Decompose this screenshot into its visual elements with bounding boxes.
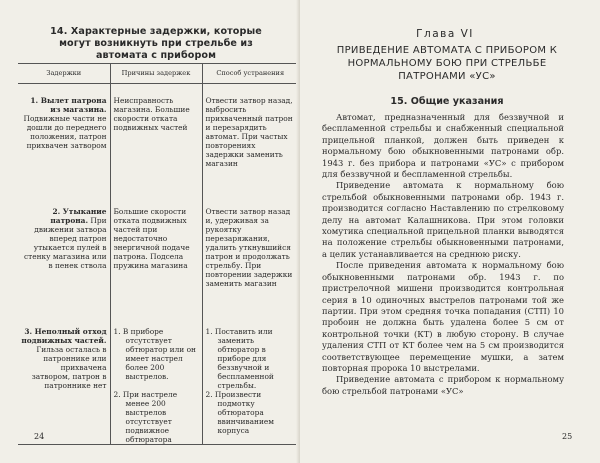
remedy-cell	[202, 84, 298, 204]
remedy-text: Отвести затвор назад, выбросить прихваченный патрон и перезарядить автомат. При частых повторениях задержки заменить магазин	[205, 96, 293, 168]
cause-cell	[110, 318, 202, 445]
delay-title: 1. Вылет патрона из магазина.	[30, 96, 107, 114]
header-remedies: Способ устранения	[202, 64, 298, 84]
table-row	[18, 84, 298, 204]
delays-table	[18, 63, 298, 445]
table-row	[18, 203, 298, 318]
header-delays: Задержки	[18, 64, 110, 84]
delay-text: При движении затвора вперед патрон утыкается пулей в стенку магазина или в пенек ствола	[24, 216, 107, 270]
header-causes: Причины задержек	[110, 64, 202, 84]
cause-text: 2. При настреле менее 200 выстрелов отсутствует подвижное обтюратора	[113, 390, 178, 444]
cause-spacer	[114, 381, 199, 390]
table-row	[18, 318, 298, 445]
remedy-cell	[202, 203, 298, 318]
remedy-text: 1. Поставить или заменить обтюратор в приборе для беззвучной и беспламенной стрельбы.	[205, 327, 274, 390]
remedy-text: 2. Произвести подмотку обтюратора ввинчиванием корпуса	[205, 390, 275, 435]
cause-cell	[110, 203, 202, 318]
cause-cell	[110, 84, 202, 204]
chapter-title: ПРИВЕДЕНИЕ АВТОМАТА С ПРИБОРОМ К НОРМАЛЬНОМУ БОЮ ПРИ СТРЕЛЬБЕ ПАТРОНАМИ «УС»	[336, 45, 558, 82]
chapter-label: Глава VI	[416, 28, 474, 40]
section-heading: 15. Общие указания	[390, 96, 504, 107]
delay-title: 3. Неполный отход подвижных частей.	[21, 327, 107, 345]
page-number-left: 24	[34, 432, 45, 441]
paragraph: Приведение автомата к нормальному бою стрельбой обыкновенными патронами обр. 1943 г. производится согласно Наставлению по стрелковому делу на автомат Калашникова. При этом головки хомутика специальной прицельной планки выводятся на положение стрельбы обыкновенными патронами, а целик устанавливается на среднюю риску.	[322, 180, 564, 259]
delay-text: Гильза осталась в патроннике или прихвачена затвором, патрон в патроннике нет	[31, 345, 107, 390]
table-header-row	[18, 64, 298, 84]
paragraph: После приведения автомата к нормальному бою обыкновенными патронами обр. 1943 г. по пристрелочной мишени производится контрольная серия в 10 одиночных выстрелов патронами той же партии. При этом средняя точка попадания (СТП) 10 пробоин не должна быть удалена более 5 см от контрольной точки (КТ) в любую сторону. В случае удаления СТП от КТ более чем на 5 см производится соответствующее перемещение мушки, а затем повторная пророка 10 выстрелами.	[322, 260, 564, 373]
paragraph: Автомат, предназначенный для беззвучной и беспламенной стрельбы и снабженный специальной прицельной планкой, должен быть приведен к нормальному бою обыкновенными патронами обр. 1943 г. без прибора и патронами «УС» с прибором для беззвучной и беспламенной стрельбы.	[322, 112, 564, 180]
delay-title: 2. Утыкание патрона.	[50, 207, 107, 225]
cause-text: 1. В приборе отсутствует обтюратор или он имеет настрел более 200 выстрелов.	[113, 327, 196, 381]
section-title: 14. Характерные задержки, которые могут возникнуть при стрельбе из автомата с прибором	[50, 26, 262, 61]
delay-cell	[18, 203, 110, 318]
body-text	[322, 112, 564, 397]
page-number-right: 25	[562, 432, 573, 441]
delay-cell	[18, 84, 110, 204]
paragraph: Приведение автомата с прибором к нормальному бою стрельбой патронами «УС»	[322, 374, 564, 396]
cause-text: Неисправность магазина. Большие скорости отката подвижных частей	[113, 96, 190, 132]
delay-text: Подвижные части не дошли до переднего положения, патрон прихвачен затвором	[23, 114, 107, 150]
cause-text: Большие скорости отката подвижных частей при недостаточно энергичной подаче патрона. Подсела пружина магазина	[113, 207, 190, 270]
delay-cell	[18, 318, 110, 445]
remedy-text: Отвести затвор назад и, удерживая за рукоятку перезаряжания, удалить уткнувшийся патрон и продолжать стрельбу. При повторении задержки заменить магазин	[205, 207, 293, 288]
remedy-cell	[202, 318, 298, 445]
